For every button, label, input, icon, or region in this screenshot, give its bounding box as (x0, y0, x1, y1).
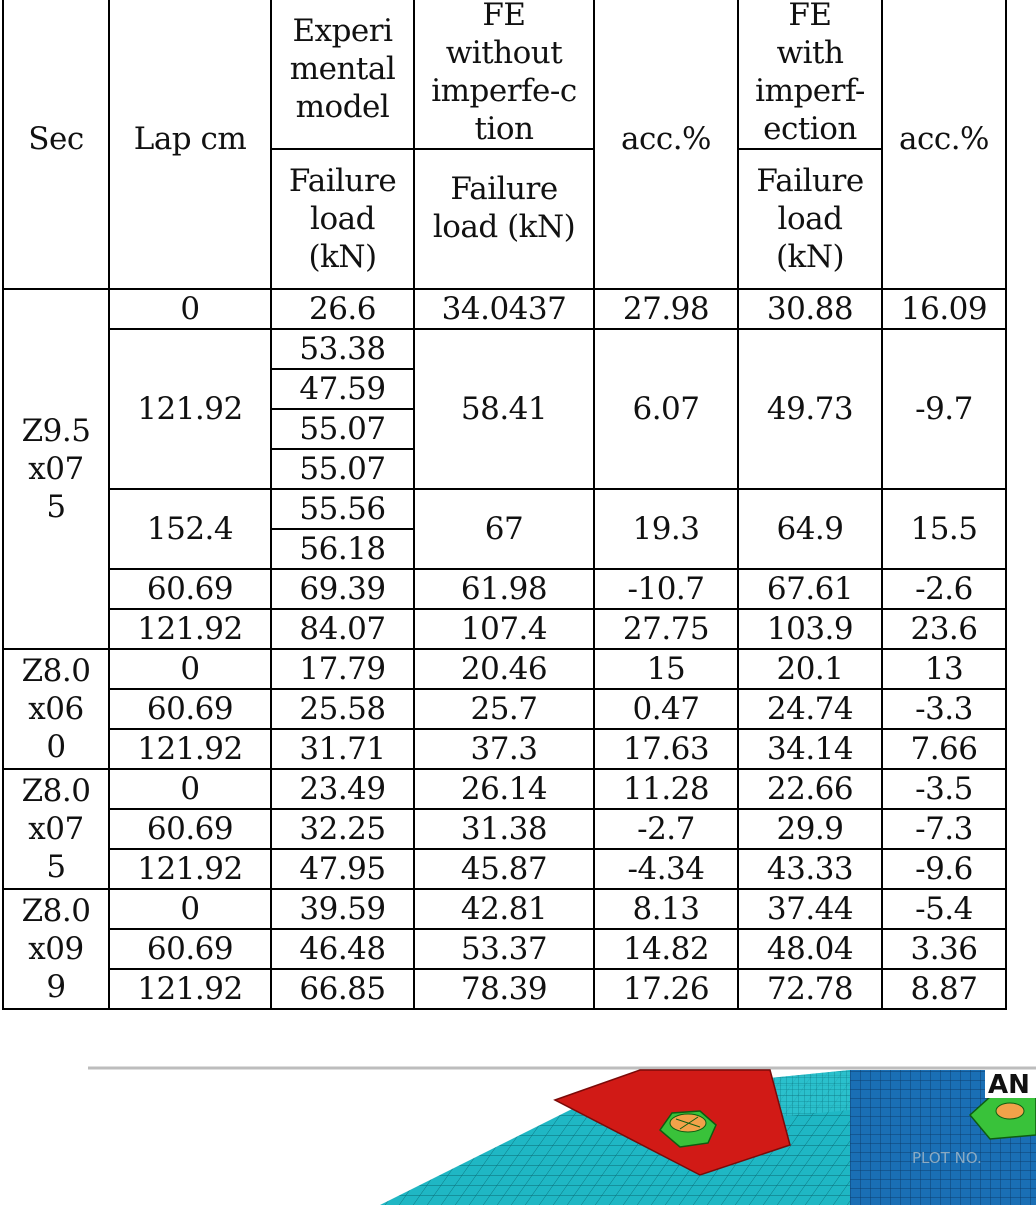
fe-without-load-cell: 53.37 (414, 929, 594, 969)
experimental-load-cell: 25.58 (271, 689, 414, 729)
fe-without-load-cell: 25.7 (414, 689, 594, 729)
lap-cell: 60.69 (109, 569, 271, 609)
lap-cell: 60.69 (109, 809, 271, 849)
sec-cell: Z8.0 x09 9 (3, 889, 109, 1009)
sec-cell: Z8.0 x06 0 (3, 649, 109, 769)
header-sec: Sec (3, 0, 109, 289)
lap-cell: 0 (109, 289, 271, 329)
experimental-load-cell: 39.59 (271, 889, 414, 929)
acc-with-cell: -5.4 (882, 889, 1006, 929)
fe-with-load-cell: 24.74 (738, 689, 882, 729)
lap-cell: 152.4 (109, 489, 271, 569)
header-exp-failure-load: Failure load (kN) (271, 149, 414, 289)
acc-without-cell: 27.75 (594, 609, 738, 649)
experimental-load-cell: 53.38 (271, 329, 414, 369)
sec-cell: Z8.0 x07 5 (3, 769, 109, 889)
acc-without-cell: 27.98 (594, 289, 738, 329)
lap-cell: 121.92 (109, 849, 271, 889)
table-row (3, 969, 1006, 1009)
acc-with-cell: -9.7 (882, 329, 1006, 489)
header-fe-with-failure-load: Failure load (kN) (738, 149, 882, 289)
fe-with-load-cell: 48.04 (738, 929, 882, 969)
fe-without-load-cell: 34.0437 (414, 289, 594, 329)
fe-without-load-cell: 37.3 (414, 729, 594, 769)
fe-without-load-cell: 45.87 (414, 849, 594, 889)
header-lap: Lap cm (109, 0, 271, 289)
faint-plot-label: PLOT NO. (912, 1149, 982, 1167)
acc-with-cell: -3.5 (882, 769, 1006, 809)
fe-without-load-cell: 61.98 (414, 569, 594, 609)
header-experimental: Experi mental model (271, 0, 414, 149)
experimental-load-cell: 26.6 (271, 289, 414, 329)
table-row (3, 689, 1006, 729)
table-row (3, 889, 1006, 929)
fe-with-load-cell: 29.9 (738, 809, 882, 849)
lap-cell: 60.69 (109, 689, 271, 729)
header-acc-without: acc.% (594, 0, 738, 289)
experimental-load-cell: 66.85 (271, 969, 414, 1009)
acc-with-cell: 3.36 (882, 929, 1006, 969)
results-table (2, 0, 1007, 1010)
fe-with-load-cell: 20.1 (738, 649, 882, 689)
acc-with-cell: 7.66 (882, 729, 1006, 769)
lap-cell: 60.69 (109, 929, 271, 969)
acc-without-cell: 17.63 (594, 729, 738, 769)
lap-cell: 0 (109, 889, 271, 929)
header-fe-without-failure-load: Failure load (kN) (414, 149, 594, 289)
table-row (3, 929, 1006, 969)
table-row (3, 849, 1006, 889)
lap-cell: 0 (109, 769, 271, 809)
fe-without-load-cell: 26.14 (414, 769, 594, 809)
table-row (3, 609, 1006, 649)
fe-with-load-cell: 37.44 (738, 889, 882, 929)
lap-cell: 121.92 (109, 329, 271, 489)
experimental-load-cell: 84.07 (271, 609, 414, 649)
lap-cell: 121.92 (109, 969, 271, 1009)
fe-with-load-cell: 43.33 (738, 849, 882, 889)
acc-without-cell: 6.07 (594, 329, 738, 489)
acc-with-cell: 16.09 (882, 289, 1006, 329)
header-fe-without: FE without imperfe-c tion (414, 0, 594, 149)
experimental-load-cell: 32.25 (271, 809, 414, 849)
fe-with-load-cell: 34.14 (738, 729, 882, 769)
experimental-load-cell: 56.18 (271, 529, 414, 569)
fe-without-load-cell: 78.39 (414, 969, 594, 1009)
acc-with-cell: -9.6 (882, 849, 1006, 889)
fe-with-load-cell: 67.61 (738, 569, 882, 609)
fe-model-figure (0, 1035, 1036, 1205)
fe-without-load-cell: 20.46 (414, 649, 594, 689)
fe-without-load-cell: 58.41 (414, 329, 594, 489)
experimental-load-cell: 55.07 (271, 409, 414, 449)
acc-without-cell: -4.34 (594, 849, 738, 889)
table-row (3, 729, 1006, 769)
fe-without-load-cell: 107.4 (414, 609, 594, 649)
header-acc-with: acc.% (882, 0, 1006, 289)
acc-with-cell: -3.3 (882, 689, 1006, 729)
acc-without-cell: 0.47 (594, 689, 738, 729)
experimental-load-cell: 47.95 (271, 849, 414, 889)
table-row (3, 769, 1006, 809)
table-row (3, 809, 1006, 849)
experimental-load-cell: 17.79 (271, 649, 414, 689)
fe-with-load-cell: 22.66 (738, 769, 882, 809)
sec-cell: Z9.5 x07 5 (3, 289, 109, 649)
acc-with-cell: 8.87 (882, 969, 1006, 1009)
fe-without-load-cell: 67 (414, 489, 594, 569)
fe-with-load-cell: 103.9 (738, 609, 882, 649)
header-fe-with: FE with imperf- ection (738, 0, 882, 149)
acc-with-cell: 15.5 (882, 489, 1006, 569)
table-row (3, 289, 1006, 329)
experimental-load-cell: 69.39 (271, 569, 414, 609)
experimental-load-cell: 55.07 (271, 449, 414, 489)
lap-cell: 0 (109, 649, 271, 689)
fe-with-load-cell: 30.88 (738, 289, 882, 329)
acc-without-cell: 15 (594, 649, 738, 689)
acc-without-cell: 14.82 (594, 929, 738, 969)
lap-cell: 121.92 (109, 729, 271, 769)
acc-with-cell: -7.3 (882, 809, 1006, 849)
ansys-logo-text: AN (988, 1070, 1030, 1100)
acc-without-cell: 19.3 (594, 489, 738, 569)
experimental-load-cell: 46.48 (271, 929, 414, 969)
acc-without-cell: -10.7 (594, 569, 738, 609)
acc-without-cell: 17.26 (594, 969, 738, 1009)
acc-with-cell: 23.6 (882, 609, 1006, 649)
experimental-load-cell: 55.56 (271, 489, 414, 529)
acc-with-cell: -2.6 (882, 569, 1006, 609)
fe-without-load-cell: 42.81 (414, 889, 594, 929)
table-row (3, 489, 1006, 529)
acc-without-cell: -2.7 (594, 809, 738, 849)
acc-without-cell: 8.13 (594, 889, 738, 929)
experimental-load-cell: 47.59 (271, 369, 414, 409)
experimental-load-cell: 31.71 (271, 729, 414, 769)
table-row (3, 649, 1006, 689)
experimental-load-cell: 23.49 (271, 769, 414, 809)
fe-with-load-cell: 64.9 (738, 489, 882, 569)
table-body (3, 289, 1006, 1009)
fe-with-load-cell: 72.78 (738, 969, 882, 1009)
table-row (3, 569, 1006, 609)
lap-cell: 121.92 (109, 609, 271, 649)
acc-with-cell: 13 (882, 649, 1006, 689)
fe-without-load-cell: 31.38 (414, 809, 594, 849)
table-row (3, 329, 1006, 369)
acc-without-cell: 11.28 (594, 769, 738, 809)
fe-with-load-cell: 49.73 (738, 329, 882, 489)
